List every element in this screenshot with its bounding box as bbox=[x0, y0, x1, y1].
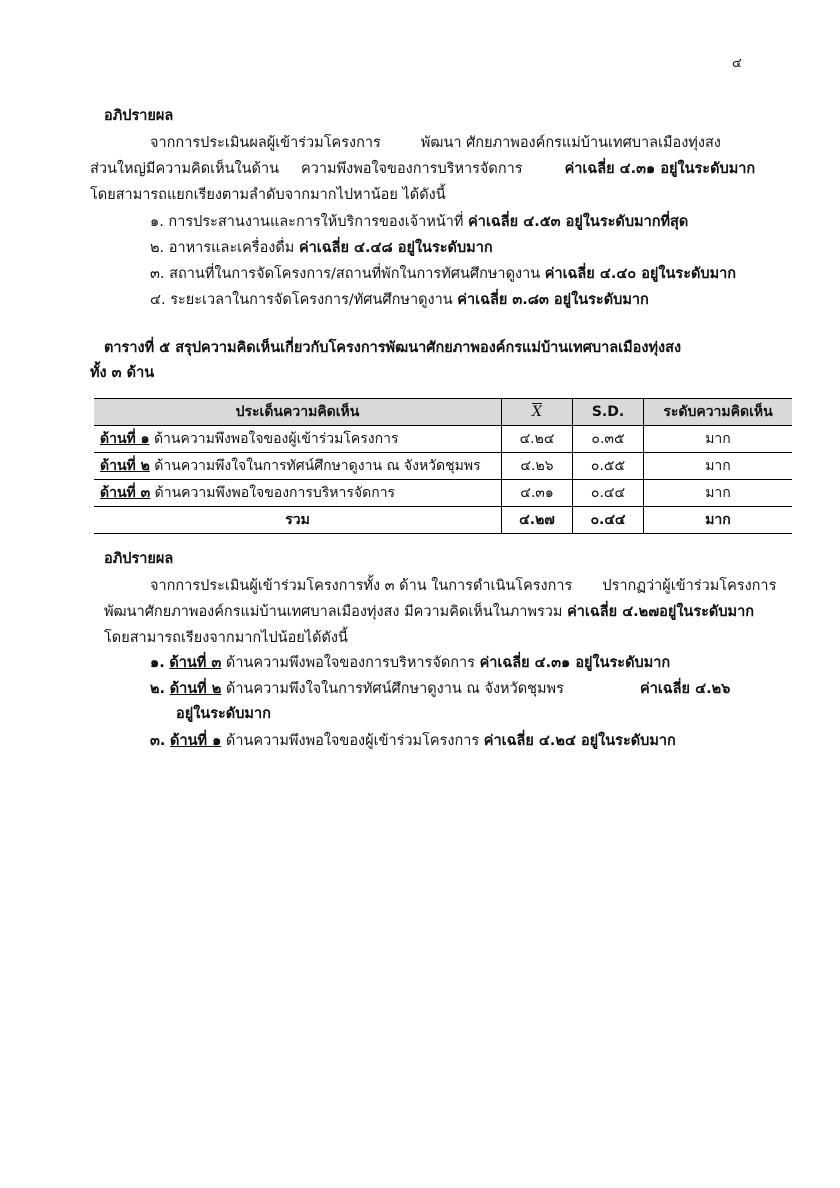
total-mean: ๔.๒๗ bbox=[502, 507, 573, 534]
table-row bbox=[94, 426, 792, 453]
header-topic: ประเด็นความคิดเห็น bbox=[94, 399, 502, 426]
row-sd: ๐.๔๔ bbox=[573, 480, 644, 507]
section1-p2: ส่วนใหญ่มีความคิดเห็นในด้าน ความพึงพอใจของการบริหารจัดการ ค่าเฉลี่ย ๔.๓๑ อยู่ในระดับมาก bbox=[90, 161, 756, 177]
total-label: รวม bbox=[94, 507, 502, 534]
row-level: มาก bbox=[644, 480, 793, 507]
row-topic: ด้านที่ ๒ ด้านความพึงใจในการทัศน์ศึกษาดูงาน ณ จังหวัดชุมพร bbox=[94, 453, 502, 480]
table-total-row bbox=[94, 507, 792, 534]
row-level: มาก bbox=[644, 426, 793, 453]
total-sd: ๐.๔๔ bbox=[573, 507, 644, 534]
section2-heading: อภิปรายผล bbox=[104, 551, 174, 567]
section1-item-3: ๓. สถานที่ในการจัดโครงการ/สถานที่พักในการทัศนศึกษาดูงาน ค่าเฉลี่ย ๔.๔๐ อยู่ในระดับมาก bbox=[150, 266, 737, 282]
row-mean: ๔.๒๖ bbox=[502, 453, 573, 480]
page-number: ๔ bbox=[732, 56, 742, 71]
section2-item-2-mean: ค่าเฉลี่ย ๔.๒๖ bbox=[640, 681, 731, 697]
header-sd: S.D. bbox=[573, 399, 644, 426]
section1-p1: จากการประเมินผลผู้เข้าร่วมโครงการ พัฒนา ศักยภาพองค์กรแม่บ้านเทศบาลเมืองทุ่งสง bbox=[150, 135, 721, 151]
summary-table bbox=[94, 398, 792, 534]
section2-item-3: ๓. ด้านที่ ๑ ด้านความพึงพอใจของผู้เข้าร่วมโครงการ ค่าเฉลี่ย ๔.๒๔ อยู่ในระดับมาก bbox=[150, 733, 676, 749]
header-mean: $\overline{X}$ bbox=[502, 399, 573, 426]
row-topic: ด้านที่ ๑ ด้านความพึงพอใจของผู้เข้าร่วมโครงการ bbox=[94, 426, 502, 453]
header-level: ระดับความคิดเห็น bbox=[644, 399, 793, 426]
section1-p3: โดยสามารถแยกเรียงตามลำดับจากมากไปหาน้อย ได้ดังนี้ bbox=[90, 187, 446, 203]
row-sd: ๐.๓๕ bbox=[573, 426, 644, 453]
row-mean: ๔.๓๑ bbox=[502, 480, 573, 507]
table-header-row bbox=[94, 399, 792, 426]
table-row bbox=[94, 453, 792, 480]
section2-p1: จากการประเมินผู้เข้าร่วมโครงการทั้ง ๓ ด้าน ในการดำเนินโครงการ ปรากฏว่าผู้เข้าร่วมโครงการ bbox=[150, 578, 777, 594]
row-mean: ๔.๒๔ bbox=[502, 426, 573, 453]
table-row bbox=[94, 480, 792, 507]
row-level: มาก bbox=[644, 453, 793, 480]
section2-item-2: ๒. ด้านที่ ๒ ด้านความพึงใจในการทัศน์ศึกษาดูงาน ณ จังหวัดชุมพร bbox=[150, 681, 564, 697]
section2-item-1: ๑. ด้านที่ ๓ ด้านความพึงพอใจของการบริหารจัดการ ค่าเฉลี่ย ๔.๓๑ อยู่ในระดับมาก bbox=[150, 655, 671, 671]
total-level: มาก bbox=[644, 507, 793, 534]
section2-item-2-level: อยู่ในระดับมาก bbox=[176, 706, 271, 722]
section2-p3: โดยสามารถเรียงจากมากไปน้อยได้ดังนี้ bbox=[104, 630, 348, 646]
row-topic: ด้านที่ ๓ ด้านความพึงพอใจของการบริหารจัดการ bbox=[94, 480, 502, 507]
table-caption: ตารางที่ ๕ สรุปความคิดเห็นเกี่ยวกับโครงการพัฒนาศักยภาพองค์กรแม่บ้านเทศบาลเมืองทุ่งสง bbox=[104, 340, 682, 356]
section1-item-2: ๒. อาหารและเครื่องดื่ม ค่าเฉลี่ย ๔.๔๘ อยู่ในระดับมาก bbox=[150, 240, 493, 256]
row-sd: ๐.๕๕ bbox=[573, 453, 644, 480]
section1-heading: อภิปรายผล bbox=[104, 108, 174, 124]
section1-item-1: ๑. การประสานงานและการให้บริการของเจ้าหน้าที่ ค่าเฉลี่ย ๔.๕๓ อยู่ในระดับมากที่สุด bbox=[150, 214, 689, 230]
section2-p2: พัฒนาศักยภาพองค์กรแม่บ้านเทศบาลเมืองทุ่งสง มีความคิดเห็นในภาพรวม ค่าเฉลี่ย ๔.๒๗อยู่ในระดับมาก bbox=[104, 604, 755, 620]
section1-item-4: ๔. ระยะเวลาในการจัดโครงการ/ทัศนศึกษาดูงาน ค่าเฉลี่ย ๓.๘๓ อยู่ในระดับมาก bbox=[150, 292, 649, 308]
table-caption-2: ทั้ง ๓ ด้าน bbox=[90, 365, 155, 381]
